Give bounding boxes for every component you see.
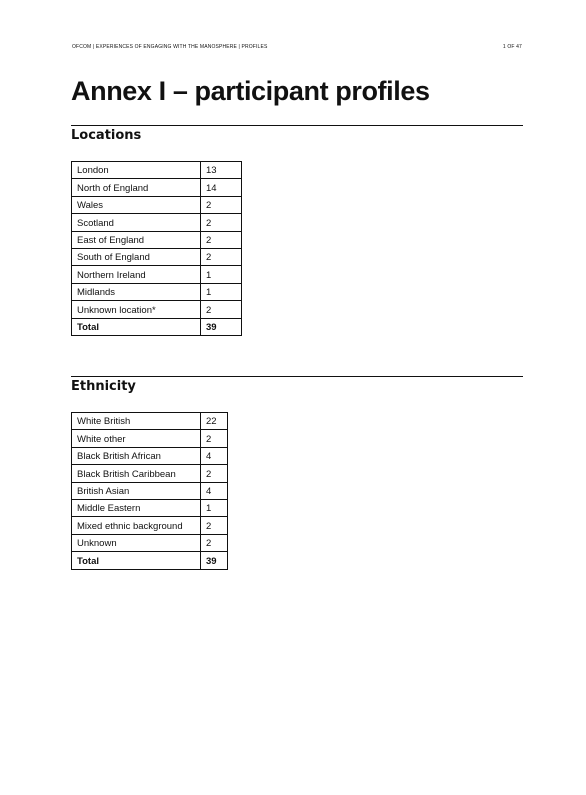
locations-section — [71, 125, 523, 336]
total-label: Total — [72, 318, 201, 335]
row-label: Northern Ireland — [72, 266, 201, 283]
row-label: East of England — [72, 231, 201, 248]
row-label: Black British African — [72, 447, 201, 464]
table-row — [72, 231, 242, 248]
row-label: Black British Caribbean — [72, 465, 201, 482]
table-row — [72, 517, 228, 534]
row-value: 2 — [201, 534, 228, 551]
locations-table-body — [72, 162, 242, 336]
table-row — [72, 413, 228, 430]
row-value: 4 — [201, 447, 228, 464]
running-title: OFCOM | EXPERIENCES OF ENGAGING WITH THE MANOSPHERE | PROFILES — [72, 44, 268, 50]
table-row — [72, 301, 242, 318]
row-value: 4 — [201, 482, 228, 499]
table-row — [72, 214, 242, 231]
row-value: 13 — [201, 162, 242, 179]
row-value: 22 — [201, 413, 228, 430]
ethnicity-section — [71, 376, 523, 570]
table-row — [72, 179, 242, 196]
page-title: Annex I – participant profiles — [71, 76, 430, 106]
row-value: 2 — [201, 430, 228, 447]
table-row — [72, 283, 242, 300]
row-value: 2 — [201, 231, 242, 248]
row-label: South of England — [72, 248, 201, 265]
table-row — [72, 196, 242, 213]
row-label: Wales — [72, 196, 201, 213]
row-label: Unknown — [72, 534, 201, 551]
table-row — [72, 534, 228, 551]
table-row — [72, 266, 242, 283]
locations-heading: Locations — [71, 125, 523, 145]
ethnicity-heading: Ethnicity — [71, 376, 523, 396]
row-label: British Asian — [72, 482, 201, 499]
row-value: 1 — [201, 499, 228, 516]
table-row — [72, 430, 228, 447]
row-label: Mixed ethnic background — [72, 517, 201, 534]
row-value: 2 — [201, 465, 228, 482]
row-label: Scotland — [72, 214, 201, 231]
row-label: North of England — [72, 179, 201, 196]
total-row — [72, 552, 228, 569]
row-label: London — [72, 162, 201, 179]
table-row — [72, 162, 242, 179]
locations-table — [71, 161, 242, 336]
row-value: 2 — [201, 196, 242, 213]
table-row — [72, 248, 242, 265]
row-label: White other — [72, 430, 201, 447]
row-value: 1 — [201, 266, 242, 283]
table-row — [72, 482, 228, 499]
total-value: 39 — [201, 318, 242, 335]
row-label: White British — [72, 413, 201, 430]
row-value: 2 — [201, 214, 242, 231]
ethnicity-table — [71, 412, 228, 570]
row-value: 2 — [201, 301, 242, 318]
page-indicator: 1 OF 47 — [502, 44, 522, 50]
total-label: Total — [72, 552, 201, 569]
row-value: 2 — [201, 517, 228, 534]
row-value: 2 — [201, 248, 242, 265]
row-label: Middle Eastern — [72, 499, 201, 516]
table-row — [72, 447, 228, 464]
ethnicity-table-body — [72, 413, 228, 570]
running-header — [72, 44, 522, 56]
row-value: 1 — [201, 283, 242, 300]
row-label: Unknown location* — [72, 301, 201, 318]
table-row — [72, 465, 228, 482]
row-label: Midlands — [72, 283, 201, 300]
row-value: 14 — [201, 179, 242, 196]
table-row — [72, 499, 228, 516]
total-value: 39 — [201, 552, 228, 569]
total-row — [72, 318, 242, 335]
